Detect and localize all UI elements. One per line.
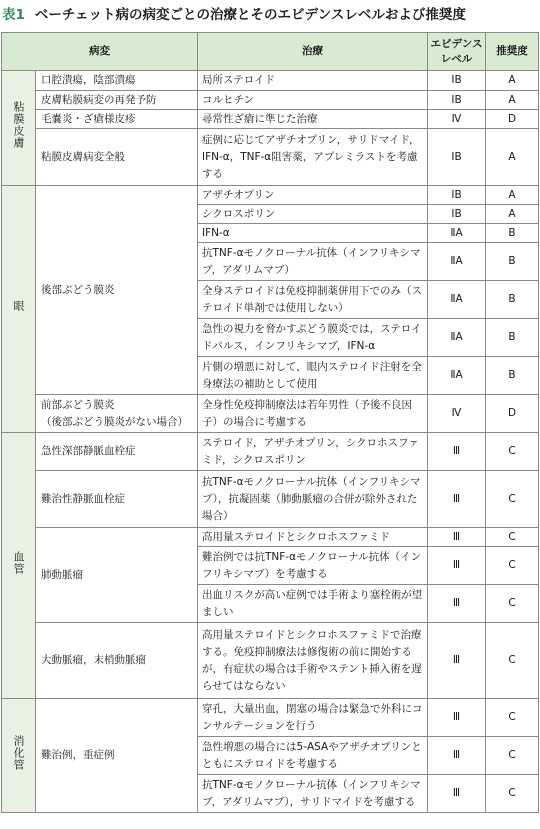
treatment-cell: 局所ステロイド xyxy=(198,71,428,91)
header-recommendation: 推奨度 xyxy=(486,33,539,71)
treatment-cell: アザチオプリン xyxy=(198,186,428,205)
treatment-cell: 出血リスクが高い症例では手術より塞栓術が望ましい xyxy=(198,585,428,623)
grade-cell: D xyxy=(486,395,539,433)
grade-cell: C xyxy=(486,737,539,775)
header-lesion: 病変 xyxy=(2,33,198,71)
evidence-cell: Ⅳ xyxy=(428,110,486,129)
treatment-cell: 症例に応じてアザチオプリン，サリドマイド，IFN-α，TNF-α阻害薬，アプレミラストを考慮する xyxy=(198,129,428,186)
table-row xyxy=(2,623,539,699)
evidence-cell: ⅡA xyxy=(428,357,486,395)
evidence-cell: Ⅲ xyxy=(428,471,486,528)
grade-cell: A xyxy=(486,91,539,110)
table-row xyxy=(2,395,539,433)
evidence-cell: Ⅲ xyxy=(428,699,486,737)
lesion-cell: 難治性静脈血栓症 xyxy=(36,471,198,528)
evidence-cell: Ⅳ xyxy=(428,395,486,433)
treatment-cell: 高用量ステロイドとシクロホスファミド xyxy=(198,528,428,547)
grade-cell: B xyxy=(486,281,539,319)
category-label: 粘膜皮膚 xyxy=(12,101,25,149)
lesion-cell: 難治例，重症例 xyxy=(36,699,198,813)
treatment-cell: 急性の視力を脅かすぶどう膜炎では，ステロイドパルス，インフリキシマブ，IFN-α xyxy=(198,319,428,357)
header-evidence: エビデンス レベル xyxy=(428,33,486,71)
grade-cell: C xyxy=(486,623,539,699)
treatment-table xyxy=(1,32,539,813)
evidence-cell: ⅡA xyxy=(428,281,486,319)
grade-cell: A xyxy=(486,186,539,205)
header-treatment: 治療 xyxy=(198,33,428,71)
table-row xyxy=(2,186,539,205)
grade-cell: A xyxy=(486,205,539,224)
category-label: 消化管 xyxy=(12,734,25,771)
treatment-cell: 全身性免疫抑制療法は若年男性（予後不良因子）の場合に考慮する xyxy=(198,395,428,433)
grade-cell: B xyxy=(486,357,539,395)
table-row xyxy=(2,433,539,471)
grade-cell: C xyxy=(486,699,539,737)
evidence-cell: ⅠB xyxy=(428,71,486,91)
lesion-cell: 後部ぶどう膜炎 xyxy=(36,186,198,395)
grade-cell: A xyxy=(486,71,539,91)
lesion-cell: 肺動脈瘤 xyxy=(36,528,198,623)
header-row xyxy=(2,33,539,71)
treatment-cell: シクロスポリン xyxy=(198,205,428,224)
table-row xyxy=(2,71,539,91)
evidence-cell: ⅡA xyxy=(428,319,486,357)
grade-cell: C xyxy=(486,471,539,528)
treatment-cell: 片側の増悪に対して，眼内ステロイド注射を全身療法の補助として使用 xyxy=(198,357,428,395)
evidence-cell: ⅠB xyxy=(428,91,486,110)
lesion-cell: 前部ぶどう膜炎 （後部ぶどう膜炎がない場合） xyxy=(36,395,198,433)
lesion-cell: 粘膜皮膚病変全般 xyxy=(36,129,198,186)
grade-cell: B xyxy=(486,243,539,281)
table-row xyxy=(2,471,539,528)
table-caption xyxy=(2,4,466,26)
table-row xyxy=(2,91,539,110)
evidence-cell: Ⅲ xyxy=(428,737,486,775)
treatment-cell: ステロイド，アザチオプリン，シクロホスファミド，シクロスポリン xyxy=(198,433,428,471)
category-label: 血管 xyxy=(12,550,25,575)
treatment-cell: 抗TNF-αモノクローナル抗体（インフリキシマブ，アダリムマブ） xyxy=(198,243,428,281)
treatment-cell: IFN-α xyxy=(198,224,428,243)
category-label: 眼 xyxy=(12,300,25,312)
evidence-cell: Ⅲ xyxy=(428,623,486,699)
lesion-cell: 大動脈瘤，末梢動脈瘤 xyxy=(36,623,198,699)
evidence-cell: ⅡA xyxy=(428,243,486,281)
evidence-cell: ⅡA xyxy=(428,224,486,243)
treatment-cell: 抗TNF-αモノクローナル抗体（インフリキシマブ），抗凝固薬（肺動脈瘤の合併が除外された場合） xyxy=(198,471,428,528)
treatment-cell: 高用量ステロイドとシクロホスファミドで治療する。免疫抑制療法は修復術の前に開始するが，有症状の場合は手術やステント挿入術を遅らせてはならない xyxy=(198,623,428,699)
treatment-cell: 尋常性ざ瘡に準じた治療 xyxy=(198,110,428,129)
grade-cell: B xyxy=(486,224,539,243)
category-vascular xyxy=(2,433,36,699)
treatment-cell: 抗TNF-αモノクローナル抗体（インフリキシマブ，アダリムマブ），サリドマイドを考慮する xyxy=(198,775,428,813)
table-row xyxy=(2,129,539,186)
lesion-cell: 毛嚢炎・ざ瘡様皮疹 xyxy=(36,110,198,129)
lesion-cell: 口腔潰瘍，陰部潰瘍 xyxy=(36,71,198,91)
table-row xyxy=(2,110,539,129)
category-eye xyxy=(2,186,36,433)
table-number: 表1 xyxy=(2,7,25,23)
grade-cell: C xyxy=(486,528,539,547)
lesion-cell: 急性深部静脈血栓症 xyxy=(36,433,198,471)
treatment-cell: コルヒチン xyxy=(198,91,428,110)
evidence-cell: Ⅲ xyxy=(428,547,486,585)
table-title: ベーチェット病の病変ごとの治療とそのエビデンスレベルおよび推奨度 xyxy=(34,7,466,23)
treatment-cell: 急性増悪の場合には5-ASAやアザチオプリンとともにステロイドを考慮する xyxy=(198,737,428,775)
evidence-cell: Ⅲ xyxy=(428,775,486,813)
category-gastrointestinal xyxy=(2,699,36,813)
grade-cell: C xyxy=(486,775,539,813)
category-mucocutaneous xyxy=(2,71,36,186)
evidence-cell: Ⅲ xyxy=(428,433,486,471)
treatment-cell: 穿孔，大量出血，閉塞の場合は緊急で外科にコンサルテーションを行う xyxy=(198,699,428,737)
evidence-cell: ⅠB xyxy=(428,186,486,205)
grade-cell: C xyxy=(486,433,539,471)
treatment-cell: 全身ステロイドは免疫抑制薬併用下でのみ（ステロイド単剤では使用しない） xyxy=(198,281,428,319)
evidence-cell: Ⅲ xyxy=(428,585,486,623)
evidence-cell: ⅠB xyxy=(428,129,486,186)
grade-cell: D xyxy=(486,110,539,129)
grade-cell: C xyxy=(486,547,539,585)
treatment-cell: 難治例では抗TNF-αモノクローナル抗体（インフリキシマブ）を考慮する xyxy=(198,547,428,585)
grade-cell: C xyxy=(486,585,539,623)
grade-cell: A xyxy=(486,129,539,186)
lesion-cell: 皮膚粘膜病変の再発予防 xyxy=(36,91,198,110)
grade-cell: B xyxy=(486,319,539,357)
table-row xyxy=(2,528,539,547)
evidence-cell: Ⅲ xyxy=(428,528,486,547)
table-row xyxy=(2,699,539,737)
evidence-cell: ⅠB xyxy=(428,205,486,224)
